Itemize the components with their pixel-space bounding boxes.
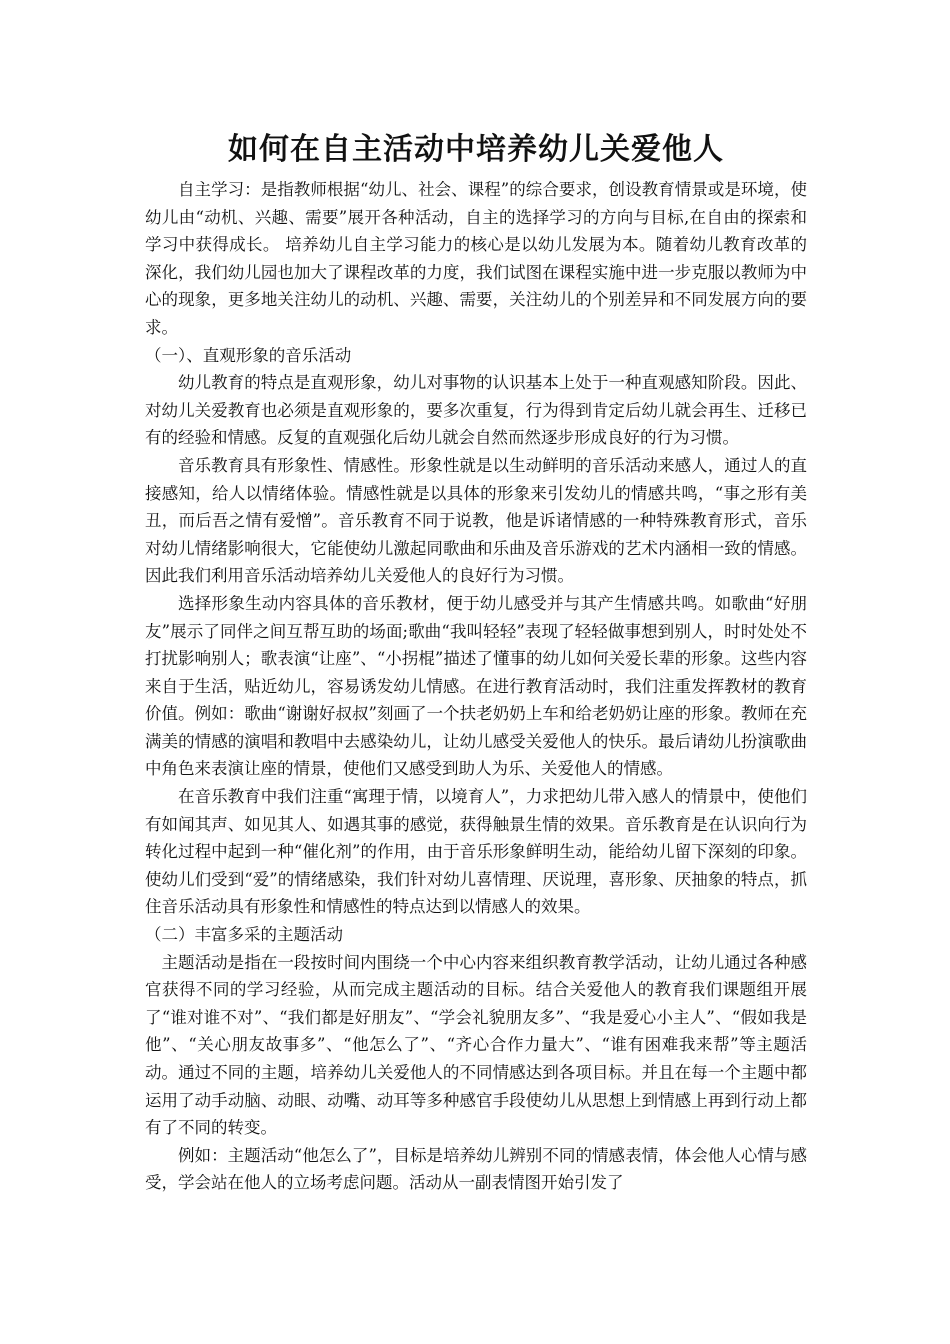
body-paragraph: 例如：主题活动“他怎么了”，目标是培养幼儿辨别不同的情感表情，体会他人心情与感受，学会站在他人的立场考虑问题。活动从一副表情图开始引发了 <box>145 1145 807 1193</box>
body-paragraph: 选择形象生动内容具体的音乐教材，便于幼儿感受并与其产生情感共鸣。如歌曲“好朋友”展示了同伴之间互帮互助的场面;歌曲“我叫轻轻”表现了轻轻做事想到别人，时时处处不打扰影响别人；歌表演“让座”、“小拐棍”描述了懂事的幼儿如何关爱长辈的形象。这些内容来自于生活，贴近幼儿，容易诱发幼儿情感。在进行教育活动时，我们注重发挥教材的教育价值。例如：歌曲“谢谢好叔叔”刻画了一个扶老奶奶上车和给老奶奶让座的形象。教师在充满美的情感的演唱和教唱中去感染幼儿，让幼儿感受关爱他人的快乐。最后请幼儿扮演歌曲中角色来表演让座的情景，使他们又感受到助人为乐、关爱他人的情感。 <box>145 593 807 779</box>
document-title: 如何在自主活动中培养幼儿关爱他人 <box>228 132 724 167</box>
body-paragraph: 音乐教育具有形象性、情感性。形象性就是以生动鲜明的音乐活动来感人，通过人的直接感知，给人以情绪体验。情感性就是以具体的形象来引发幼儿的情感共鸣，“事之形有美丑，而后吾之情有爱憎”。音乐教育不同于说教，他是诉诸情感的一种特殊教育形式，音乐对幼儿情绪影响很大，它能使幼儿激起同歌曲和乐曲及音乐游戏的艺术内涵相一致的情感。因此我们利用音乐活动培养幼儿关爱他人的良好行为习惯。 <box>145 455 807 586</box>
section-heading-2: （二）丰富多采的主题活动 <box>145 925 343 945</box>
body-paragraph: 主题活动是指在一段按时间内围绕一个中心内容来组织教育教学活动，让幼儿通过各种感官获得不同的学习经验，从而完成主题活动的目标。结合关爱他人的教育我们课题组开展了“谁对谁不对”、“我们都是好朋友”、“学会礼貌朋友多”、“我是爱心小主人”、“假如我是他”、“关心朋友故事多”、“他怎么了”、“齐心合作力量大”、“谁有困难我来帮”等主题活动。通过不同的主题，培养幼儿关爱他人的不同情感达到各项目标。并且在每一个主题中都运用了动手动脑、动眼、动嘴、动耳等多种感官手段使幼儿从思想上到情感上再到行动上都有了不同的转变。 <box>145 952 807 1138</box>
body-paragraph: 幼儿教育的特点是直观形象，幼儿对事物的认识基本上处于一种直观感知阶段。因此、对幼儿关爱教育也必须是直观形象的，要多次重复，行为得到肯定后幼儿就会再生、迁移已有的经验和情感。反复的直观强化后幼儿就会自然而然逐步形成良好的行为习惯。 <box>145 373 807 448</box>
document-page <box>145 128 807 1197</box>
body-paragraph: 在音乐教育中我们注重“寓理于情，以境育人”，力求把幼儿带入感人的情景中，使他们有如闻其声、如见其人、如遇其事的感觉，获得触景生情的效果。音乐教育是在认识向行为转化过程中起到一种“催化剂”的作用，由于音乐形象鲜明生动，能给幼儿留下深刻的印象。使幼儿们受到“爱”的情绪感染，我们针对幼儿喜情理、厌说理，喜形象、厌抽象的特点，抓住音乐活动具有形象性和情感性的特点达到以情感人的效果。 <box>145 787 807 917</box>
intro-paragraph: 自主学习：是指教师根据“幼儿、社会、课程”的综合要求，创设教育情景或是环境，使幼儿由“动机、兴趣、需要”展开各种活动，自主的选择学习的方向与目标,在自由的探索和学习中获得成长。 培养幼儿自主学习能力的核心是以幼儿发展为本。随着幼儿教育改革的深化，我们幼儿园也加大了课程改革的力度，我们试图在课程实施中进一步克服以教师为中心的现象，更多地关注幼儿的动机、兴趣、需要，关注幼儿的个别差异和不同发展方向的要求。 <box>145 180 807 337</box>
section-heading-1: （一）、直观形象的音乐活动 <box>145 345 352 365</box>
